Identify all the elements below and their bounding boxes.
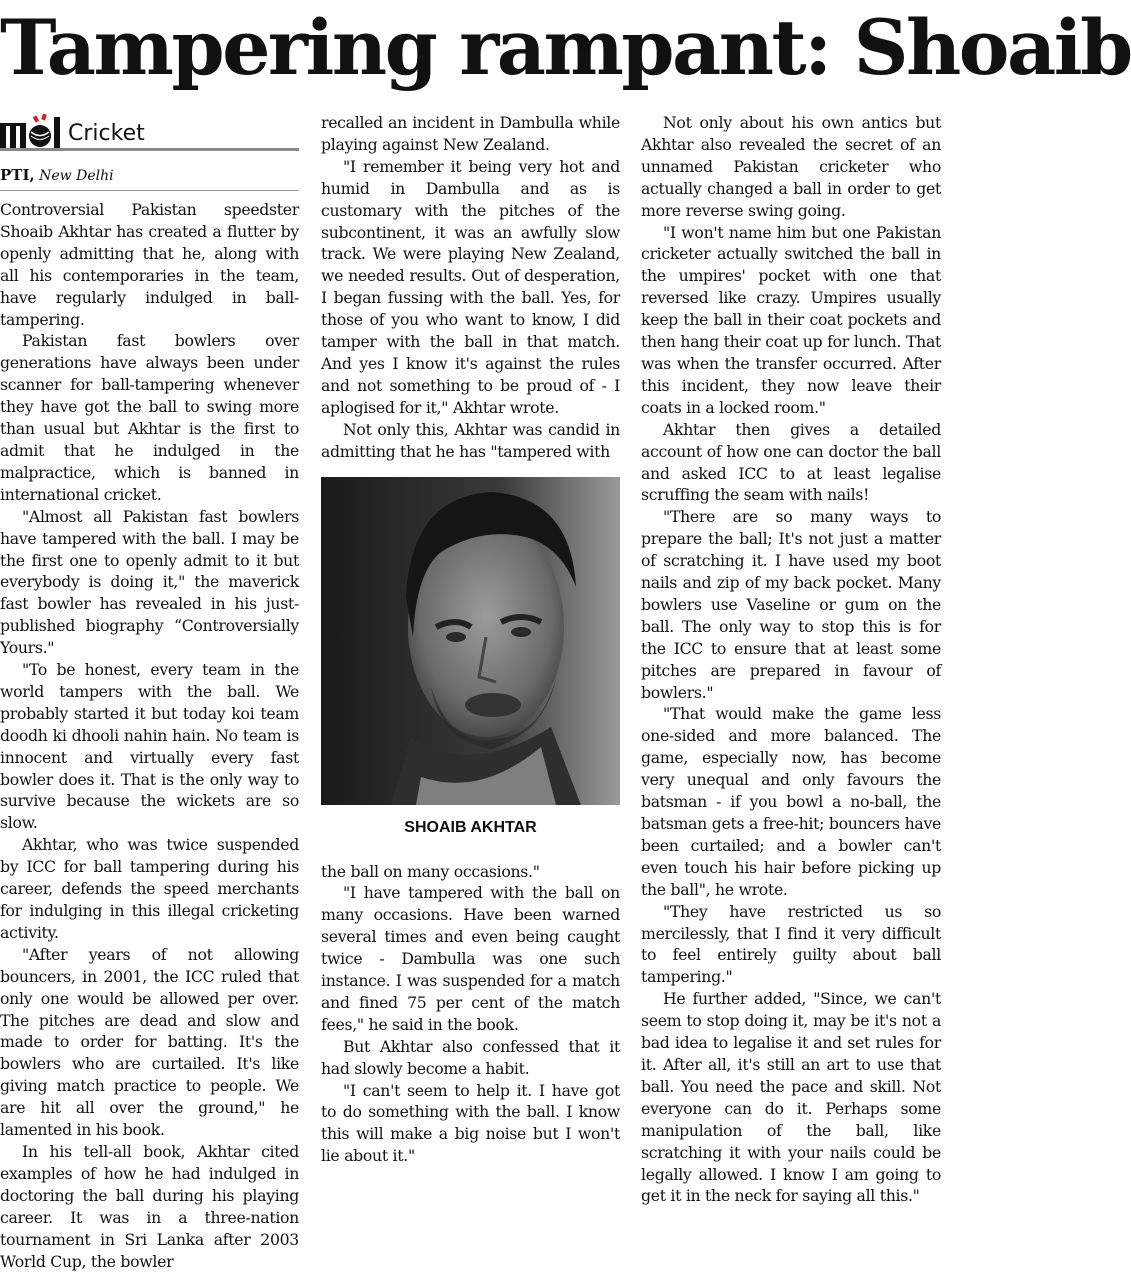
paragraph: "Almost all Pakistan fast bowlers have tampered with the ball. I may be the first one to openly admit to it but everybody is doing it," the maverick fast bowler has revealed in his just-published biography “Controversially Yours." — [0, 506, 299, 658]
player-photo — [321, 477, 620, 805]
paragraph: Not only about his own antics but Akhtar also revealed the secret of an unnamed Pakistan cricketer who actually changed a ball in order to get more reverse swing going. — [641, 113, 941, 220]
paragraph: "To be honest, every team in the world tampers with the ball. We probably started it but today koi team doodh ki dhooli nahin hain. No team is innocent and virtually every fast bowler does it. That is the only way to survive because the wickets are so slow. — [0, 660, 299, 833]
headline: Tampering rampant: Shoaib — [0, 3, 1131, 92]
photo-figure — [321, 477, 620, 853]
paragraph: "I can't seem to help it. I have got to do something with the ball. I know this will make a big noise but I won't lie about it." — [321, 1080, 620, 1166]
paragraph: "I have tampered with the ball on many occasions. Have been warned several times and even being caught twice - Dambulla was one such instance. I was suspended for a match and fined 75 per cent of the match fees," he said in the book. — [321, 883, 620, 1034]
cricket-logo-icon — [0, 114, 64, 148]
paragraph: Controversial Pakistan speedster Shoaib Akhtar has created a flutter by openly admitting that he, along with all his contemporaries in the team, have regularly indulged in ball-tampering. — [0, 200, 299, 329]
section-header — [0, 112, 299, 151]
paragraph: "They have restricted us so mercilessly, that I find it very difficult to feel entirely guilty about ball tampering." — [641, 901, 941, 987]
article-column-2 — [321, 112, 620, 1167]
paragraph: Not only this, Akhtar was candid in admitting that he has "tampered with — [321, 419, 620, 461]
photo-caption: SHOAIB AKHTAR — [404, 818, 537, 836]
paragraph: "That would make the game less one-sided and more balanced. The game, especially now, has become very unequal and only favours the batsman - if you bowl a no-ball, the batsman gets a free-hit; bouncers have been curtailed; and a bowler can't even touch his hair before picking up the ball", he wrote. — [641, 704, 941, 899]
article-column-1 — [0, 112, 299, 1272]
paragraph: the ball on many occasions." — [321, 861, 540, 881]
paragraph: He further added, "Since, we can't seem to stop doing it, may be it's not a bad idea to legalise it and set rules for it. After all, it's still an art to use that ball. You need the pace and skill. Not everyone can do it. Perhaps some manipulation of the ball, like scratching it with your nails could be legally allowed. I know I am going to get it in the neck for saying all this." — [641, 989, 941, 1206]
paragraph: "There are so many ways to prepare the ball; It's not just a matter of scratching it. I have used my boot nails and zip of my back pocket. Many bowlers use Vaseline or gum on the ball. The only way to stop this is for the ICC to ensure that at least some pitches are prepared in favour of bowlers." — [641, 507, 941, 702]
byline — [0, 165, 299, 191]
paragraph: "I remember it being very hot and humid in Dambulla and as is customary with the pitches of the subcontinent, it was an awfully slow track. We were playing New Zealand, we needed results. Out of desperation, I began fussing with the ball. Yes, for those of you who want to know, I did tamper with the ball in that match. And yes I know it's against the rules and not something to be proud of - I aplogised for it," Akhtar wrote. — [321, 156, 620, 417]
byline-place: New Delhi — [39, 168, 114, 184]
section-label: Cricket — [68, 121, 145, 146]
paragraph: Akhtar, who was twice suspended by ICC for ball tampering during his career, defends the speed merchants for indulging in this illegal cricketing activity. — [0, 835, 299, 942]
paragraph: But Akhtar also confessed that it had slowly become a habit. — [321, 1036, 620, 1078]
paragraph: recalled an incident in Dambulla while playing against New Zealand. — [321, 113, 620, 154]
paragraph: In his tell-all book, Akhtar cited examples of how he had indulged in doctoring the ball during his playing career. It was in a three-nation tournament in Sri Lanka after 2003 World Cup, the bowler — [0, 1141, 299, 1271]
byline-agency: PTI, — [0, 166, 35, 184]
article-column-3 — [641, 112, 941, 1207]
paragraph: "After years of not allowing bouncers, in 2001, the ICC ruled that only one would be allowed per over. The pitches are dead and slow and made to order for batting. It's the bowlers who are curtailed. It's like giving match practice to people. We are hit all over the ground," he lamented in his book. — [0, 944, 299, 1140]
paragraph: Akhtar then gives a detailed account of how one can doctor the ball and asked ICC to at least legalise scruffing the seam with nails! — [641, 419, 941, 505]
paragraph: Pakistan fast bowlers over generations have always been under scanner for ball-tampering whenever they have got the ball to swing more than usual but Akhtar is the first to admit that he indulged in the malpractice, which is banned in international cricket. — [0, 331, 299, 504]
paragraph: "I won't name him but one Pakistan cricketer actually switched the ball in the umpires' pocket with one that reversed like crazy. Umpires usually keep the ball in their coat pockets and then hang their coat up for lunch. That was when the transfer occurred. After this incident, they now leave their coats in a locked room." — [641, 222, 941, 417]
